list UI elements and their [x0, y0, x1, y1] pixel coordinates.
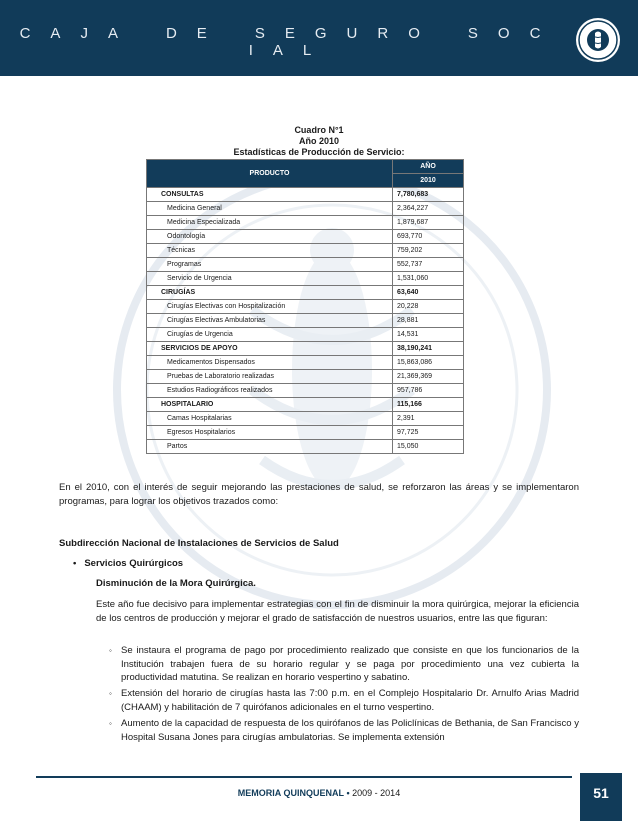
- list-item-text: Aumento de la capacidad de respuesta de los quirófanos de las Policlínicas de Bethania, de San Francisco y Hospital Susana Jones para cirugías ambulatorias. Se implementa extensión: [121, 718, 579, 743]
- caption-subtitle: Estadísticas de Producción de Servicio:: [233, 147, 405, 157]
- footer-title: MEMORIA QUINQUENAL: [237, 788, 344, 798]
- category-label: CIRUGÍAS: [147, 286, 393, 300]
- table-row: [147, 384, 464, 398]
- row-value: 14,531: [393, 328, 464, 342]
- column-header-ano: AÑO: [393, 160, 464, 174]
- table-row: [147, 328, 464, 342]
- header-title: [0, 25, 560, 59]
- header-letter: G: [314, 25, 327, 42]
- table-row: [147, 398, 464, 412]
- list-item-text: Se instaura el programa de pago por procedimiento realizado que consiste en que los funcionarios de la Institución trabajen fuera de su horario regular y se paga por procedimiento una vez cubierta la productividad matutina. Se realizan en horario vespertino y sabatino.: [121, 645, 579, 683]
- header-letter: U: [346, 25, 358, 42]
- header-letter: C: [529, 25, 541, 42]
- row-value: 759,202: [393, 244, 464, 258]
- row-value: 552,737: [393, 258, 464, 272]
- header-letter: A: [107, 25, 118, 42]
- row-value: 693,770: [393, 230, 464, 244]
- table-row: [147, 314, 464, 328]
- list-item: [109, 717, 579, 744]
- table-row: [147, 426, 464, 440]
- table-row: [147, 230, 464, 244]
- header-letter: O: [408, 25, 420, 42]
- table-row: [147, 202, 464, 216]
- strategy-intro: Este año fue decisivo para implementar estrategias con el fin de disminuir la mora quirúrgica, mejorar la eficiencia de los centros de producción y mejorar el grado de satisfacción de nuestros usuarios, entre las que figuran:: [96, 599, 579, 624]
- caption-title: Cuadro N°1: [294, 125, 344, 135]
- caption-year: Año 2010: [298, 136, 340, 146]
- circle-bullet-icon: ◦: [109, 646, 112, 655]
- category-label: SERVICIOS DE APOYO: [147, 342, 393, 356]
- table-header-row: [147, 160, 464, 174]
- row-label: Programas: [147, 258, 393, 272]
- header-letter: A: [272, 42, 283, 59]
- bullet-label: Servicios Quirúrgicos: [84, 558, 184, 569]
- row-label: Camas Hospitalarias: [147, 412, 393, 426]
- row-label: Odontología: [147, 230, 393, 244]
- table-row: [147, 244, 464, 258]
- row-label: Medicamentos Dispensados: [147, 356, 393, 370]
- header-letter: D: [165, 25, 177, 42]
- row-label: Medicina Especializada: [147, 216, 393, 230]
- header-letter: S: [467, 25, 478, 42]
- circle-bullet-icon: ◦: [109, 719, 112, 728]
- table-row: [147, 412, 464, 426]
- header-letter: E: [284, 25, 295, 42]
- row-label: Cirugías de Urgencia: [147, 328, 393, 342]
- row-value: 15,863,086: [393, 356, 464, 370]
- list-item: [109, 644, 579, 685]
- table-row: [147, 370, 464, 384]
- table-row: [147, 342, 464, 356]
- category-total: 63,640: [393, 286, 464, 300]
- list-item: [109, 687, 579, 714]
- row-label: Egresos Hospitalarios: [147, 426, 393, 440]
- footer-separator: •: [346, 788, 350, 798]
- table-row: [147, 188, 464, 202]
- category-total: 7,780,683: [393, 188, 464, 202]
- footer-divider: [36, 776, 572, 778]
- row-value: 1,531,060: [393, 272, 464, 286]
- page-header: [0, 0, 638, 76]
- header-letter: E: [196, 25, 207, 42]
- category-total: 115,166: [393, 398, 464, 412]
- list-item-text: Extensión del horario de cirugías hasta las 7:00 p.m. en el Complejo Hospitalario Dr. Arnulfo Arias Madrid (CHAAM) y habilitación de 7 quirófanos adicionales en el turno vespertino.: [121, 688, 579, 713]
- row-value: 15,050: [393, 440, 464, 454]
- category-total: 38,190,241: [393, 342, 464, 356]
- row-label: Estudios Radiográficos realizados: [147, 384, 393, 398]
- footer-text: [0, 788, 638, 798]
- footer-years: 2009 - 2014: [352, 788, 401, 798]
- row-value: 2,391: [393, 412, 464, 426]
- table-row: [147, 272, 464, 286]
- header-letter: L: [302, 42, 312, 59]
- column-header-producto: PRODUCTO: [147, 160, 393, 188]
- row-label: Pruebas de Laboratorio realizadas: [147, 370, 393, 384]
- column-header-year: 2010: [393, 174, 464, 188]
- row-value: 1,879,687: [393, 216, 464, 230]
- header-letter: O: [497, 25, 510, 42]
- row-value: 97,725: [393, 426, 464, 440]
- intro-paragraph: En el 2010, con el interés de seguir mejorando las prestaciones de salud, se reforzaron las áreas y se implementaron programas, para lograr los objetivos trazados como:: [59, 482, 579, 507]
- table-row: [147, 216, 464, 230]
- table-row: [147, 286, 464, 300]
- table-row: [147, 300, 464, 314]
- table-row: [147, 440, 464, 454]
- page-number: 51: [580, 773, 622, 821]
- circle-bullet-icon: ◦: [109, 689, 112, 698]
- row-label: Técnicas: [147, 244, 393, 258]
- subheading: Disminución de la Mora Quirúrgica.: [96, 578, 256, 589]
- bullet-item: [73, 558, 183, 569]
- header-letter: S: [254, 25, 265, 42]
- header-letter: A: [50, 25, 61, 42]
- row-label: Servicio de Urgencia: [147, 272, 393, 286]
- section-heading: Subdirección Nacional de Instalaciones de Servicios de Salud: [59, 538, 339, 549]
- row-value: 20,228: [393, 300, 464, 314]
- row-value: 28,881: [393, 314, 464, 328]
- header-letter: R: [377, 25, 389, 42]
- row-label: Cirugías Electivas con Hospitalización: [147, 300, 393, 314]
- header-letter: J: [80, 25, 88, 42]
- production-stats-table: [146, 159, 464, 454]
- category-label: HOSPITALARIO: [147, 398, 393, 412]
- table-row: [147, 258, 464, 272]
- row-value: 21,369,369: [393, 370, 464, 384]
- row-label: Cirugías Electivas Ambulatorias: [147, 314, 393, 328]
- table-caption: [0, 125, 638, 158]
- row-label: Partos: [147, 440, 393, 454]
- header-letter: I: [248, 42, 253, 59]
- category-label: CONSULTAS: [147, 188, 393, 202]
- row-label: Medicina General: [147, 202, 393, 216]
- header-letter: C: [19, 25, 31, 42]
- row-value: 2,364,227: [393, 202, 464, 216]
- row-value: 957,786: [393, 384, 464, 398]
- table-row: [147, 356, 464, 370]
- css-logo-icon: [574, 16, 622, 64]
- bullet-dot-icon: •: [73, 558, 77, 569]
